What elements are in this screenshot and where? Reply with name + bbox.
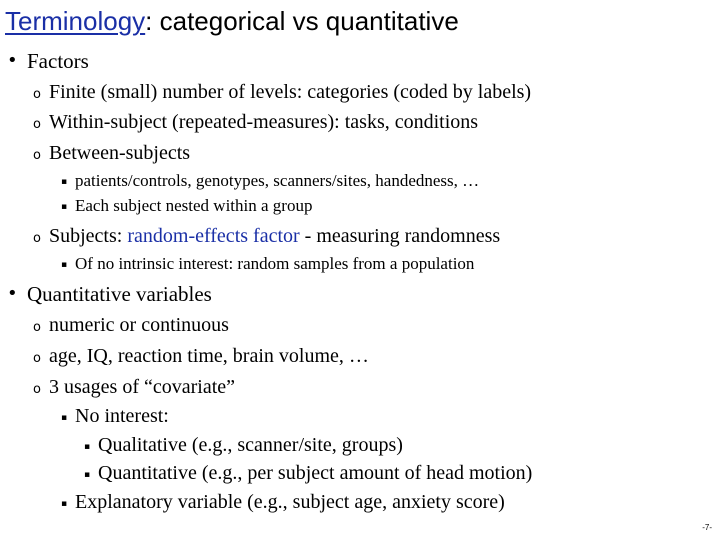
bullet-subjects [33,223,500,252]
bullet-between [33,140,190,169]
bullet-square-icon: ▪ [61,413,68,423]
bullet-square-icon: ▪ [61,202,68,212]
bullet-factors [7,48,89,76]
no-interest-text: No interest: [75,405,169,427]
bullet-patients [61,170,479,195]
bullet-circle-icon: o [33,382,41,397]
subjects-prefix: Subjects: [49,225,128,247]
patients-text: patients/controls, genotypes, scanners/sites, handedness, … [75,171,480,190]
title-term: Terminology [5,6,146,36]
bullet-circle-icon: o [33,117,41,132]
bullet-circle-icon: o [33,87,41,102]
bullet-quantitative-motion [84,460,532,490]
no-intrinsic-text: Of no intrinsic interest: random samples from a population [75,254,475,273]
bullet-square-icon: ▪ [61,260,68,270]
bullet-levels [33,79,531,108]
bullet-no-intrinsic [61,253,474,278]
bullet-circle-icon: o [33,351,41,366]
bullet-square-icon: ▪ [61,177,68,187]
bullet-examples [33,343,369,372]
slide-title [5,6,459,36]
bullet-dot-icon: • [7,50,18,71]
bullet-explanatory [61,489,505,519]
within-text: Within-subject (repeated-measures): tasks, conditions [49,111,479,133]
subjects-suffix: - measuring randomness [299,225,501,247]
levels-text: Finite (small) number of levels: categories (coded by labels) [49,81,532,103]
examples-text: age, IQ, reaction time, brain volume, … [49,345,369,367]
bullet-circle-icon: o [33,320,41,335]
bullet-dot-icon: • [7,283,18,304]
bullet-within [33,109,478,138]
subjects-highlight: random-effects factor [127,225,300,247]
bullet-quantitative [7,281,212,309]
bullet-no-interest [61,403,169,433]
title-rest: : categorical vs quantitative [145,6,459,36]
bullet-square-icon: ▪ [84,442,91,452]
qualitative-text: Qualitative (e.g., scanner/site, groups) [98,434,403,456]
numeric-text: numeric or continuous [49,314,229,336]
bullet-circle-icon: o [33,231,41,246]
bullet-qualitative [84,432,403,462]
bullet-square-icon: ▪ [61,499,68,509]
explanatory-text: Explanatory variable (e.g., subject age, anxiety score) [75,491,505,513]
bullet-circle-icon: o [33,148,41,163]
quantitative-text: Quantitative (e.g., per subject amount of head motion) [98,462,533,484]
bullet-nested [61,195,312,220]
bullet-numeric [33,312,229,341]
page-number: -7- [702,523,712,532]
factors-text: Factors [27,49,89,73]
nested-text: Each subject nested within a group [75,196,313,215]
quant-text: Quantitative variables [27,282,212,306]
between-text: Between-subjects [49,142,191,164]
usages-text: 3 usages of “covariate” [49,376,236,398]
bullet-square-icon: ▪ [84,470,91,480]
bullet-usages [33,374,235,403]
